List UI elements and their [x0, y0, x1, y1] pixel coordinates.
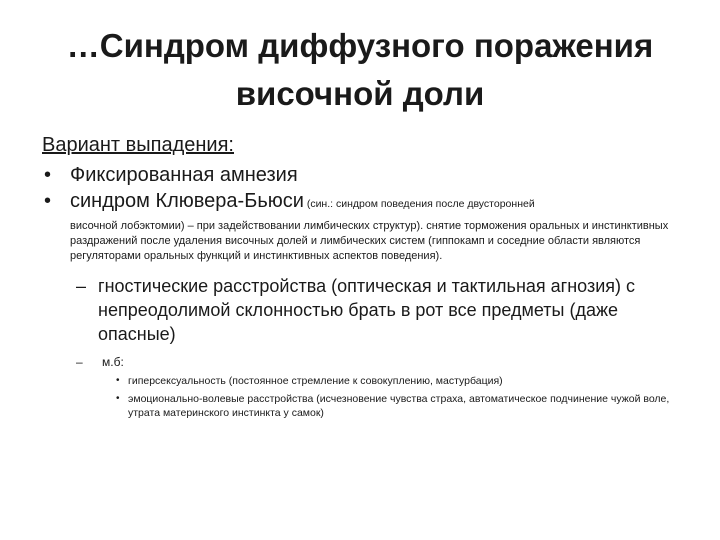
- bullet-dot-icon: •: [44, 164, 52, 186]
- bullet-dot-icon: •: [44, 190, 52, 212]
- bullet-dot-icon: •: [116, 375, 120, 386]
- sub-item-text: эмоционально-волевые расстройства (исчезновение чувства страха, автоматическое подчинение чужой воле, утрата материнского инстинкта у самок): [128, 393, 670, 419]
- dash-item-gnostic: [42, 274, 688, 346]
- dash-item-text: гностические расстройства (оптическая и тактильная агнозия) с непреодолимой склонностью брать в рот все предметы (даже опасные): [98, 276, 636, 344]
- bullet-item-amnesia: [42, 162, 692, 188]
- dash-item-mb: [42, 354, 692, 370]
- section-heading: Вариант выпадения:: [42, 134, 234, 156]
- dash-marker-icon: –: [76, 276, 87, 296]
- sub-item-emotional: [42, 392, 688, 420]
- bullet-item-kluver-bucy: [42, 188, 692, 217]
- title-line-2: височной доли: [235, 75, 485, 112]
- slide-content: [42, 132, 692, 424]
- paragraph-part-1: височной лобэктомии) – при задействовании лимбических структур).: [70, 220, 424, 232]
- sub-item-text: гиперсексуальность (постоянное стремление к совокуплению, мастурбация): [128, 375, 503, 387]
- paragraph-part-2: снятие торможения оральных и инстинктивных раздражений после удаления височных долей и лимбических систем (гиппокамп и соседние области являются регуляторами оральных функций и инстинктивных аспектов поведения).: [70, 220, 669, 262]
- mb-text: м.б:: [102, 355, 124, 369]
- explanation-paragraph: [42, 219, 680, 264]
- title-line-1: …Синдром диффузного поражения: [66, 27, 654, 64]
- slide-title: [40, 22, 680, 118]
- sub-list: [42, 374, 692, 420]
- bullet-text: Фиксированная амнезия: [70, 164, 298, 186]
- bullet-note: (син.: синдром поведения после двусторонней: [303, 198, 535, 210]
- bullet-dot-icon: •: [116, 393, 120, 404]
- dash-marker-icon: –: [76, 355, 83, 369]
- bullet-text: синдром Клювера-Бьюси: [70, 190, 304, 212]
- sub-item-hypersexuality: [42, 374, 688, 388]
